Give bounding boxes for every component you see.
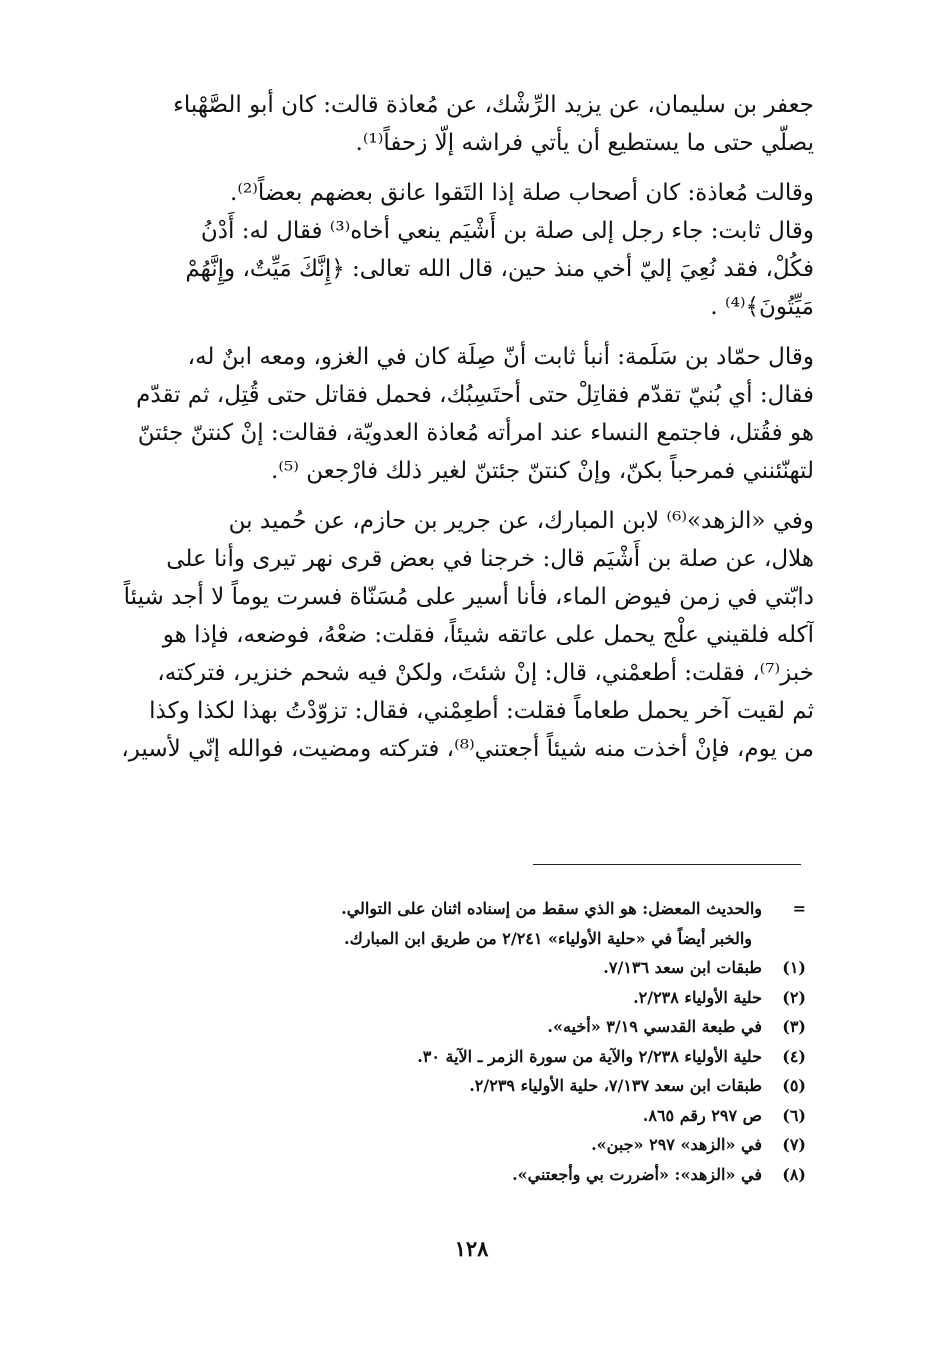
paragraph-1 <box>96 86 814 162</box>
text-line: لتهنّئنني فمرحباً بكنّ، وإنْ كنتنّ جئتنّ لغير ذلك فارْجعن ⁽⁵⁾. <box>271 458 814 484</box>
footnote-continuation <box>96 894 806 924</box>
footnote-number: (٣) <box>782 1017 806 1036</box>
footnote-text: حلية الأولياء ٢/٢٣٨ والآية من سورة الزمر ـ الآية ٣٠. <box>417 1046 762 1066</box>
text-line: هو فقُتل، فاجتمع النساء عند امرأته مُعاذة العدويّة، فقالت: إنْ كنتنّ جئتنّ <box>137 420 814 446</box>
text-line: فكُلْ، فقد نُعِيَ إليّ أخي منذ حين، قال الله تعالى: ﴿إِنَّكَ مَيِّتٌ، وإِنَّهُمْ <box>185 256 814 282</box>
footnote-text: والحديث المعضل: هو الذي سقط من إسناده اثنان على التوالي. <box>341 899 762 918</box>
text-line: فقال: أي بُنيّ تقدّم فقاتِلْ حتى أحتَسِبُك، فحمل فقاتل حتى قُتِل، ثم تقدّم <box>136 382 814 408</box>
paragraph-2 <box>96 174 814 326</box>
text-line: دابّتي في زمن فيوض الماء، فأنا أسير على مُسَنّاة فسرت يوماً لا أجد شيئاً <box>123 584 814 610</box>
footnotes <box>96 894 806 1189</box>
text-line: وفي «الزهد»⁽⁶⁾ لابن المبارك، عن جرير بن حازم، عن حُميد بن <box>228 508 814 534</box>
text-line: وقالت مُعاذة: كان أصحاب صلة إذا التَقوا عانق بعضهم بعضاً⁽²⁾. <box>230 180 814 206</box>
footnote-item <box>96 1042 806 1072</box>
text-line: وقال حمّاد بن سَلَمة: أنبأ ثابت أنّ صِلَة كان في الغزو، ومعه ابنٌ له، <box>187 344 814 370</box>
footnote-item <box>96 1130 806 1160</box>
footnote-divider <box>533 864 801 865</box>
footnote-number: (٥) <box>782 1076 806 1095</box>
footnote-item <box>96 1012 806 1042</box>
main-text <box>96 86 814 780</box>
text-line: جعفر بن سليمان، عن يزيد الرِّشْك، عن مُعاذة قالت: كان أبو الصَّهْباء <box>173 92 814 118</box>
text-line: آكله فلقيني علْج يحمل على عاتقه شيئاً، فقلت: ضعْهُ، فوضعه، فإذا هو <box>162 622 814 648</box>
text-line: وقال ثابت: جاء رجل إلى صلة بن أَشْيَم ينعي أخاه⁽³⁾ فقال له: أَدْنُ <box>200 218 814 244</box>
text-line: ثم لقيت آخر يحمل طعاماً فقلت: أطعِمْني، فقال: تزوّدْتُ بهذا لكذا وكذا <box>149 698 814 724</box>
footnote-text: طبقات ابن سعد ٧/١٣٧، حلية الأولياء ٢/٢٣٩. <box>469 1076 762 1095</box>
paragraph-4 <box>96 502 814 768</box>
footnote-text: والخبر أيضاً في «حلية الأولياء» ٢/٢٤١ من طريق ابن المبارك. <box>344 928 752 948</box>
footnote-text: في طبعة القدسي ٣/١٩ «أخيه». <box>547 1017 762 1036</box>
footnote-number: (٨) <box>782 1164 806 1184</box>
footnote-item <box>96 1101 806 1131</box>
continuation-mark: = <box>792 899 806 918</box>
footnote-item <box>96 953 806 983</box>
text-line: يصلّي حتى ما يستطيع أن يأتي فراشه إلّا زحفاً⁽¹⁾. <box>355 130 814 156</box>
paragraph-3 <box>96 338 814 490</box>
footnote-number: (٤) <box>782 1046 806 1066</box>
footnote-number: (٧) <box>782 1135 806 1154</box>
text-line: هلال، عن صلة بن أَشْيَم قال: خرجنا في بعض قرى نهر تيرى وأنا على <box>166 546 814 572</box>
footnote-item <box>96 1071 806 1101</box>
footnote-text: في «الزهد» ٢٩٧ «جبن». <box>591 1135 762 1154</box>
footnote-item <box>96 1160 806 1190</box>
footnote-number: (١) <box>782 958 806 977</box>
text-line: خبز⁽⁷⁾، فقلت: أطعمْني، قال: إنْ شئتَ، ولكنْ فيه شحم خنزير، فتركته، <box>157 660 814 686</box>
page-number: ١٢٨ <box>454 1236 489 1261</box>
footnote-text: ص ٢٩٧ رقم ٨٦٥. <box>642 1105 762 1125</box>
footnote-text: طبقات ابن سعد ٧/١٣٦. <box>603 958 762 977</box>
footnote-continuation <box>96 924 806 954</box>
footnote-text: في «الزهد»: «أضررت بي وأجعتني». <box>512 1164 762 1184</box>
text-line: من يوم، فإنْ أخذت منه شيئاً أجعتني⁽⁸⁾، فتركته ومضيت، فوالله إنّي لأسير، <box>121 736 814 762</box>
text-line: مَيِّتُونَ﴾⁽⁴⁾ . <box>710 294 814 320</box>
footnote-number: (٦) <box>782 1105 806 1125</box>
footnote-item <box>96 983 806 1013</box>
footnote-number: (٢) <box>782 987 806 1007</box>
footnote-text: حلية الأولياء ٢/٢٣٨. <box>633 987 762 1007</box>
